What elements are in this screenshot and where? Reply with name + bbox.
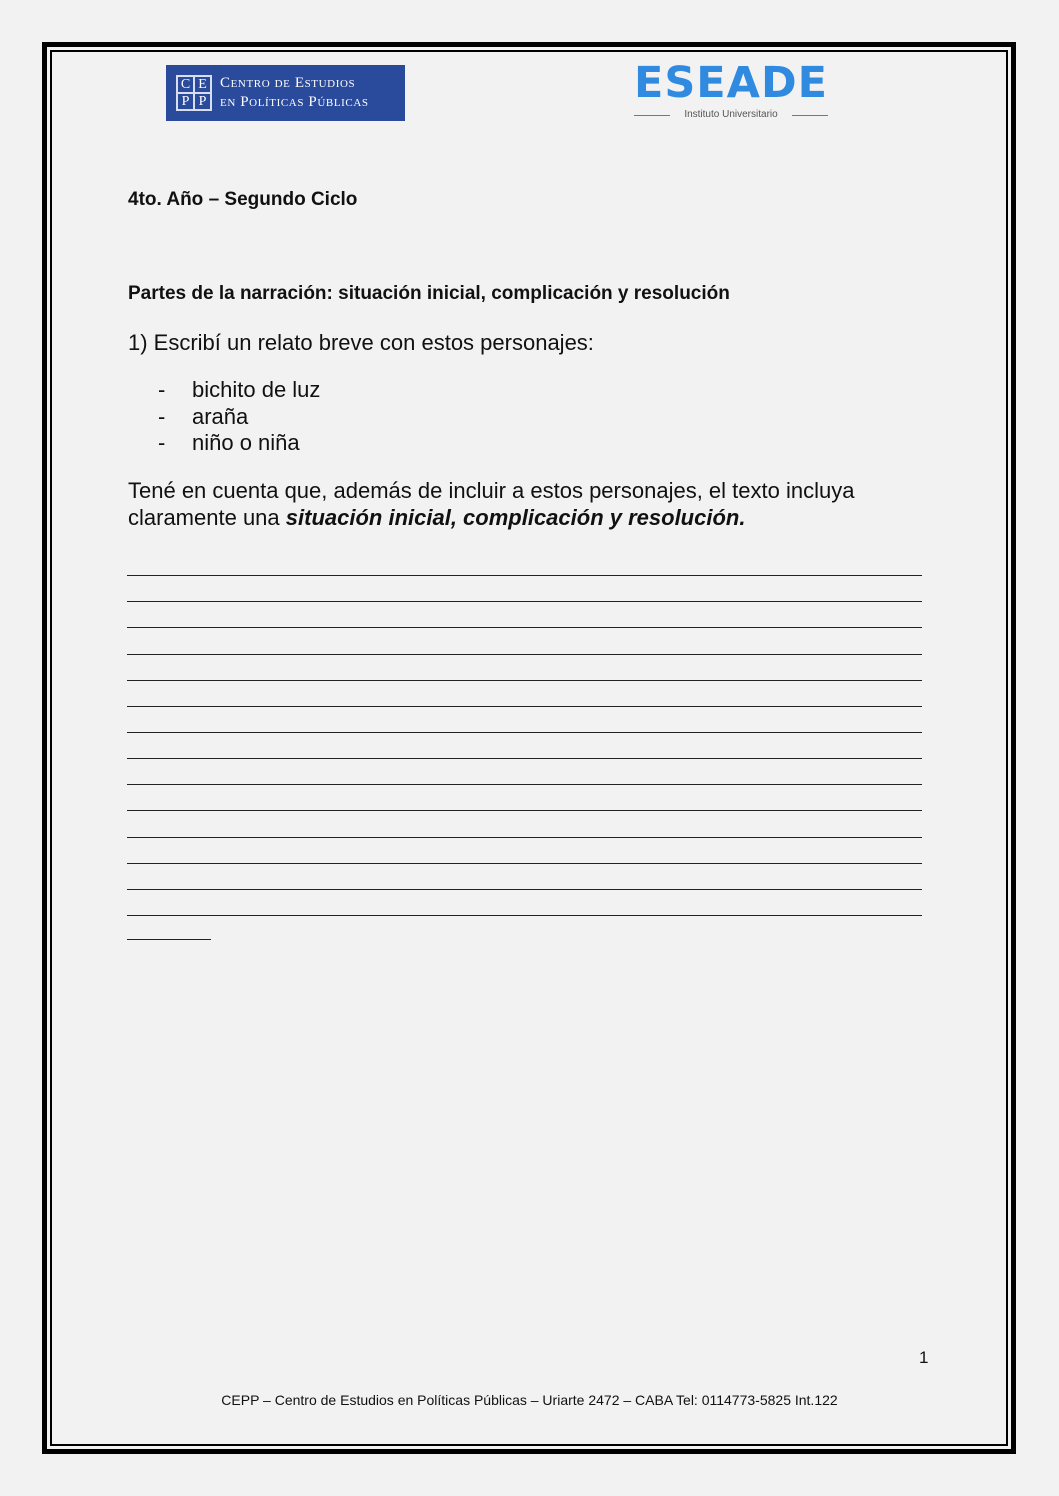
cepp-logo	[166, 65, 405, 121]
writing-line[interactable]	[127, 785, 922, 811]
cepp-logo-line1: Centro de Estudios	[220, 75, 356, 91]
page-title: Partes de la narración: situación inicial, complicación y resolución	[128, 283, 730, 304]
writing-line[interactable]	[127, 811, 922, 837]
eseade-logo-subtitle: Instituto Universitario	[632, 108, 830, 122]
eseade-logo	[632, 60, 830, 124]
page-number: 1	[919, 1348, 929, 1367]
writing-line[interactable]	[127, 655, 922, 681]
note-emphasis: situación inicial, complicación y resolución.	[285, 505, 746, 530]
writing-line[interactable]	[127, 707, 922, 733]
list-item: - bichito de luz	[158, 377, 321, 402]
writing-line[interactable]	[127, 838, 922, 864]
writing-line[interactable]	[127, 864, 922, 890]
list-item: - niño o niña	[158, 430, 300, 455]
character-name: bichito de luz	[192, 377, 321, 402]
page-footer: CEPP – Centro de Estudios en Políticas Públicas – Uriarte 2472 – CABA Tel: 0114773-5825 Int.122	[221, 1392, 838, 1408]
cepp-logo-line2: en Políticas Públicas	[220, 94, 369, 110]
writing-line[interactable]	[127, 733, 922, 759]
writing-line-short[interactable]	[127, 939, 211, 940]
writing-line[interactable]	[127, 890, 922, 916]
cepp-logo-letter: C	[177, 76, 194, 93]
writing-line[interactable]	[127, 681, 922, 707]
character-list	[158, 377, 320, 457]
cepp-logo-text	[220, 74, 369, 112]
cepp-logo-letter: P	[177, 93, 194, 110]
note-text: Tené en cuenta que, además de incluir a estos personajes, el texto incluya claramente una	[128, 478, 855, 530]
writing-line[interactable]	[127, 759, 922, 785]
cepp-logo-letter: E	[194, 76, 211, 93]
character-name: araña	[192, 403, 249, 429]
writing-line[interactable]	[127, 602, 922, 628]
writing-lines[interactable]	[127, 550, 922, 916]
cepp-logo-letter: P	[194, 93, 211, 110]
list-item: - araña	[158, 403, 249, 429]
character-name: niño o niña	[192, 430, 300, 455]
writing-line[interactable]	[127, 628, 922, 654]
cepp-logo-grid	[176, 75, 212, 111]
exercise-instruction: 1) Escribí un relato breve con estos personajes:	[128, 330, 594, 355]
writing-line[interactable]	[127, 550, 922, 576]
grade-level: 4to. Año – Segundo Ciclo	[128, 189, 358, 210]
exercise-note	[128, 477, 938, 531]
writing-line[interactable]	[127, 576, 922, 602]
eseade-logo-name: ESEADE	[633, 58, 829, 108]
